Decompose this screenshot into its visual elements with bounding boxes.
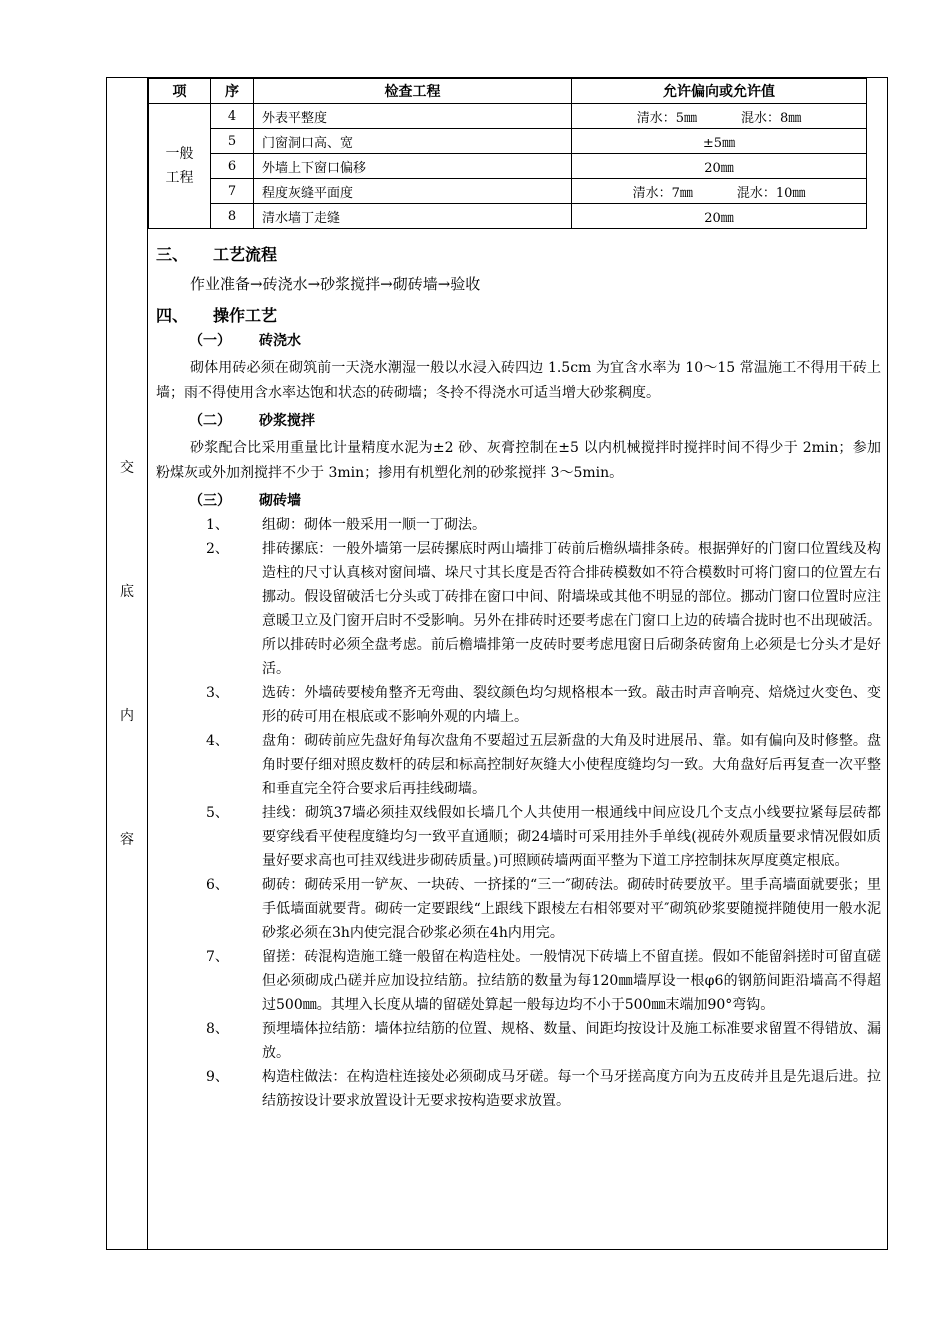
item-number: 2、: [206, 541, 229, 557]
item-number: 8、: [206, 1021, 229, 1037]
section-heading-operation: [156, 302, 881, 329]
header-number: 序: [211, 79, 254, 104]
group-label-line: 一般: [165, 146, 194, 162]
process-flow-text: 作业准备→砖浇水→砂浆搅拌→砌砖墙→验收: [190, 275, 481, 293]
table-row: [149, 204, 867, 229]
paragraph-brick-watering: 砌体用砖必须在砌筑前一天浇水潮湿一般以水浸入砖四边 1.5cm 为宜含水率为 10～15 常温施工不得用干砖上墙；雨不得使用含水率达饱和状态的砖砌墙；冬拎不得浇水可适当增大砂浆稠度。: [156, 360, 881, 401]
row-item: 外墙上下窗口偏移: [254, 154, 572, 179]
row-value: [572, 104, 867, 129]
row-value: 20㎜: [572, 204, 867, 229]
list-item: [156, 1065, 881, 1113]
left-label-char: 交: [120, 460, 134, 476]
header-tolerance: 允许偏向或允许值: [572, 79, 867, 104]
item-number: 3、: [206, 685, 229, 701]
list-item: [156, 513, 881, 537]
row-number: 4: [211, 104, 254, 129]
subsection-heading: [156, 489, 881, 513]
item-text: 选砖：外墙砖要棱角整齐无弯曲、裂纹颜色均匀规格根本一致。敲击时声音响亮、焙烧过火变色、变形的砖可用在根底或不影响外观的内墙上。: [262, 685, 881, 725]
section-title: 工艺流程: [213, 245, 278, 264]
item-number: 9、: [206, 1069, 229, 1085]
paragraph-mortar-mixing: 砂浆配合比采用重量比计量精度水泥为±2 砂、灰膏控制在±5 以内机械搅拌时搅拌时间不得少于 2min；参加粉煤灰或外加剂搅拌不少于 3min；掺用有机塑化剂的砂浆搅拌 3～5min。: [156, 440, 881, 481]
inspection-table: [148, 78, 867, 229]
item-number: 1、: [206, 517, 229, 533]
header-category: 项: [149, 79, 211, 104]
left-label-char: 底: [120, 584, 134, 600]
subsection-number: （一）: [189, 333, 231, 349]
item-number: 5、: [206, 805, 229, 821]
group-label-line: 工程: [165, 170, 194, 186]
row-value: [572, 179, 867, 204]
table-row: [149, 104, 867, 129]
list-item: [156, 1017, 881, 1065]
row-item: 外表平整度: [254, 104, 572, 129]
subsection-heading: [156, 409, 881, 433]
list-item: [156, 681, 881, 729]
main-content: [156, 240, 881, 1113]
subsection-title: 砖浇水: [259, 333, 301, 349]
item-text: 预埋墙体拉结筋：墙体拉结筋的位置、规格、数量、间距均按设计及施工标准要求留置不得错放、漏放。: [262, 1021, 881, 1061]
group-label-cell: [149, 104, 211, 229]
item-number: 6、: [206, 877, 229, 893]
item-text: 挂线：砌筑37墙必须挂双线假如长墙几个人共使用一根通线中间应设几个支点小线要拉紧每层砖都要穿线看平使程度缝均匀一致平直通顺；砌24墙时可采用挂外手单线(视砖外观质量要求情况假如质量好要求高也可挂双线进步砌砖质量。)可照顾砖墙两面平整为下道工序控制抹灰厚度奠定根底。: [262, 805, 881, 869]
section-number: 三、: [156, 245, 189, 264]
item-text: 排砖摞底：一般外墙第一层砖摞底时两山墙排丁砖前后檐纵墙排条砖。根据弹好的门窗口位置线及构造柱的尺寸认真核对窗间墙、垛尺寸其长度是否符合排砖模数如不符合模数时可将门窗口的位置左右挪动。假设留破活七分头或丁砖排在窗口中间、附墙垛或其他不明显的部位。挪动门窗口位置时应注意暖卫立及门窗开启时不受影响。另外在排砖时还要考虑在门窗口上边的砖墙合拢时也不出现破活。所以排砖时必须全盘考虑。前后檐墙排第一皮砖时要考虑甩窗日后砌条砖窗角上必须是七分头才是好活。: [262, 541, 881, 677]
row-value: 20㎜: [572, 154, 867, 179]
list-item: [156, 537, 881, 681]
section-heading-process: [156, 241, 881, 268]
row-value: ±5㎜: [572, 129, 867, 154]
subsection-title: 砂浆搅拌: [259, 413, 315, 429]
row-item: 程度灰缝平面度: [254, 179, 572, 204]
left-label-char: 容: [120, 832, 134, 848]
item-text: 留搓：砖混构造施工缝一般留在构造柱处。一般情况下砖墙上不留直搓。假如不能留斜搓时可留直磋但必须砌成凸磋并应加设拉结筋。拉结筋的数量为每120㎜墙厚设一根φ6的钢筋间距沿墙高不得超过500㎜。其埋入长度从墙的留磋处算起一般每边均不小于500㎜末端加90°弯钩。: [262, 949, 881, 1013]
list-item: [156, 801, 881, 873]
item-number: 4、: [206, 733, 229, 749]
subsection-title: 砌砖墙: [259, 493, 301, 509]
row-item: 门窗洞口高、宽: [254, 129, 572, 154]
row-number: 5: [211, 129, 254, 154]
item-text: 构造柱做法：在构造柱连接处必须砌成马牙磋。每一个马牙搓高度方向为五皮砖并且是先退后进。拉结筋按设计要求放置设计无要求按构造要求放置。: [262, 1069, 881, 1109]
row-number: 6: [211, 154, 254, 179]
left-label-column: [107, 78, 148, 1249]
subsection-number: （三）: [189, 493, 231, 509]
row-number: 8: [211, 204, 254, 229]
left-label-char: 内: [120, 708, 134, 724]
value-mixed: 混水：8㎜: [741, 110, 802, 126]
list-item: [156, 729, 881, 801]
list-item: [156, 945, 881, 1017]
item-text: 砌砖：砌砖采用一铲灰、一块砖、一挤揉的“三一″砌砖法。砌砖时砖要放平。里手高墙面就要张；里手低墙面就要背。砌砖一定要跟线“上跟线下跟棱左右相邻要对平″砌筑砂浆要随搅拌随使用一般水泥砂浆必须在3h内使完混合砂浆必须在4h内用完。: [262, 877, 881, 941]
item-text: 组砌：砌体一般采用一顺一丁砌法。: [262, 517, 486, 533]
table-row: [149, 154, 867, 179]
subsection-number: （二）: [189, 413, 231, 429]
section-number: 四、: [156, 306, 189, 325]
table-header-row: [149, 79, 867, 104]
row-number: 7: [211, 179, 254, 204]
header-check-item: 检查工程: [254, 79, 572, 104]
list-item: [156, 873, 881, 945]
value-mixed: 混水：10㎜: [736, 185, 806, 201]
item-text: 盘角：砌砖前应先盘好角每次盘角不要超过五层新盘的大角及时进展吊、靠。如有偏向及时修整。盘角时要仔细对照皮数杆的砖层和标高控制好灰缝大小使程度缝均匀一致。大角盘好后再复查一次平整和垂直完全符合要求后再挂线砌墙。: [262, 733, 881, 797]
table-row: [149, 129, 867, 154]
value-clear: 清水：5㎜: [636, 110, 697, 126]
row-item: 清水墙丁走缝: [254, 204, 572, 229]
table-row: [149, 179, 867, 204]
item-number: 7、: [206, 949, 229, 965]
subsection-heading: [156, 329, 881, 353]
section-title: 操作工艺: [213, 306, 278, 325]
value-clear: 清水：7㎜: [632, 185, 693, 201]
